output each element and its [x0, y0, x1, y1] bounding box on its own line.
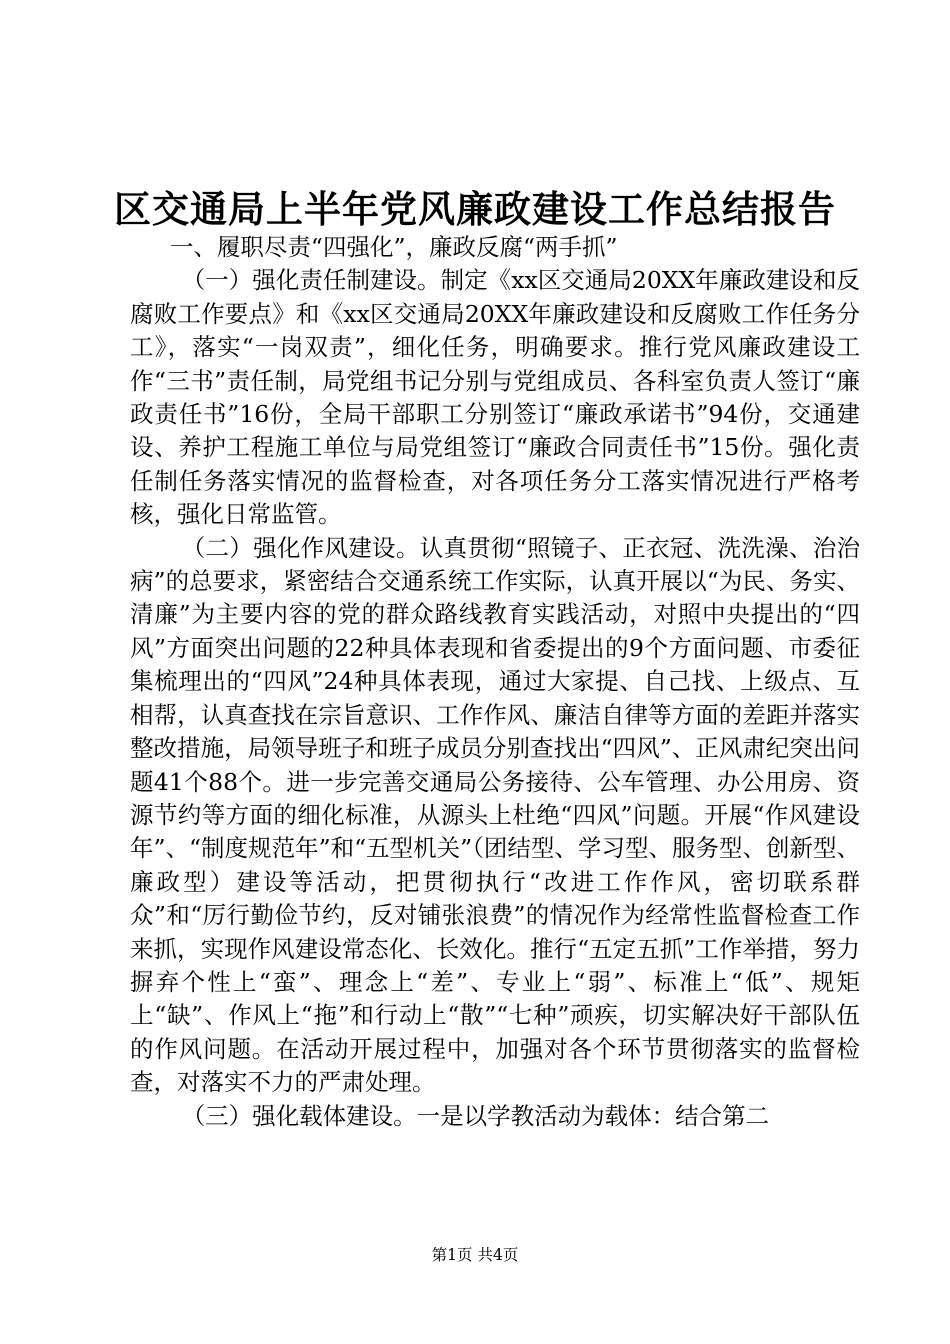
paragraph-carrier: （三）强化载体建设。一是以学教活动为载体：结合第二 [181, 1101, 770, 1130]
page-footer: 第1页 共4页 [431, 1246, 519, 1264]
paragraph-work-style: （二）强化作风建设。认真贯彻“照镜子、正衣冠、洗洗澡、治治病”的总要求，紧密结合交通系统工作实际，认真开展以“为民、务实、清廉”为主要内容的党的群众路线教育实践活动，对照中央提出的“四风”方面突出问题的22种具体表现和省委提出的9个方面问题、市委征集梳理出的“四风”24种具体表现，通过大家提、自己找、上级点、互相帮，认真查找在宗旨意识、工作作风、廉洁自律等方面的差距并落实整改措施，局领导班子和班子成员分别查找出“四风”、正风肃纪突出问题41个88个。进一步完善交通局公务接待、公车管理、办公用房、资源节约等方面的细化标准，从源头上杜绝“四风”问题。开展“作风建设年”、“制度规范年”和“五型机关”（团结型、学习型、服务型、创新型、廉政型）建设等活动，把贯彻执行“改进工作作风，密切联系群众”和“厉行勤俭节约，反对铺张浪费”的情况作为经常性监督检查工作来抓，实现作风建设常态化、长效化。推行“五定五抓”工作举措，努力摒弃个性上“蛮”、理念上“差”、专业上“弱”、标准上“低”、规矩上“缺”、作风上“拖”和行动上“散”“七种”顽疾，切实解决好干部队伍的作风问题。在活动开展过程中，加强对各个环节贯彻落实的监督检查，对落实不力的严肃处理。 [130, 533, 860, 1097]
document-body [130, 231, 860, 1133]
paragraph-responsibility: （一）强化责任制建设。制定《xx区交通局20XX年廉政建设和反腐败工作要点》和《xx区交通局20XX年廉政建设和反腐败工作任务分工》，落实“一岗双责”，细化任务，明确要求。推行党风廉政建设工作“三书”责任制，局党组书记分别与党组成员、各科室负责人签订“廉政责任书”16份，全局干部职工分别签订“廉政承诺书”94份，交通建设、养护工程施工单位与局党组签订“廉政合同责任书”15份。强化责任制任务落实情况的监督检查，对各项任务分工落实情况进行严格考核，强化日常监管。 [130, 266, 860, 529]
page-title: 区交通局上半年党风廉政建设工作总结报告 [114, 187, 836, 231]
section-heading: 一、履职尽责“四强化”，廉政反腐“两手抓” [169, 233, 618, 261]
